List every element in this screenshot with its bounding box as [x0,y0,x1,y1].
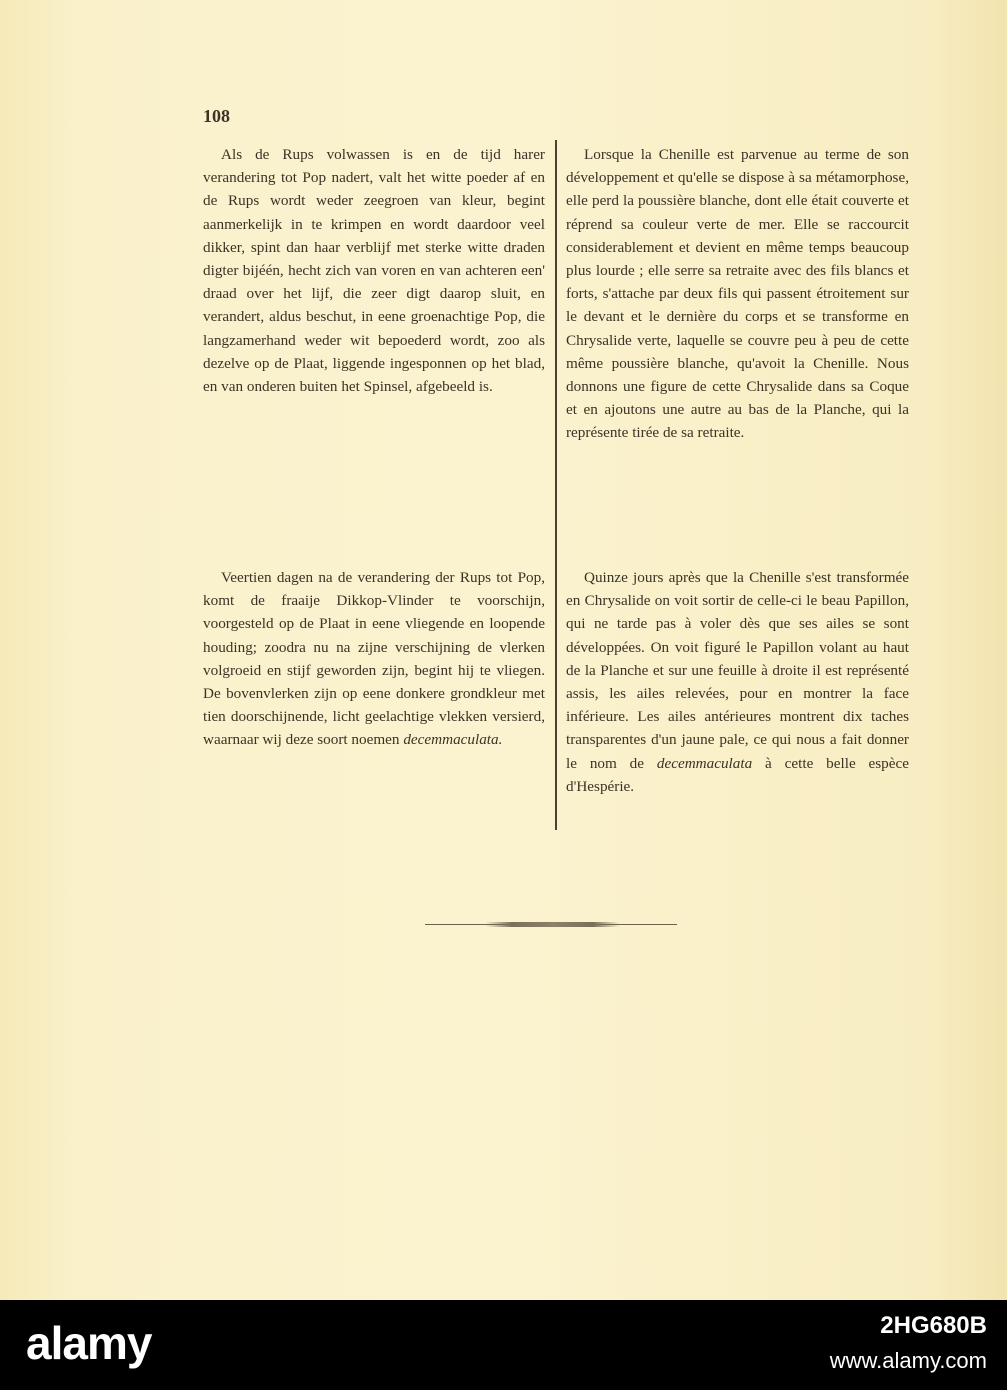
site-url: www.alamy.com [829,1348,987,1373]
french-column-paragraph-1 [566,143,909,445]
french-paragraph-2-text: Quinze jours après que la Chenille s'est transformée en Chrysalide on voit sortir de celle-ci le beau Papillon, qui ne tarde pas à voler dès que ses ailes se sont développées. On voit figuré le Papillon volant au haut de la Planche et sur une feuille à droite il est représenté assis, les ailes relevées, pour en montrer la face inférieure. Les ailes antérieures montrent dix taches transparentes d'un jaune pale, ce qui nous a fait donner le nom de [566,569,909,772]
dutch-column-paragraph-1 [203,143,545,398]
french-paragraph-1: Lorsque la Chenille est parvenue au terme de son développement et qu'elle se dispose à sa métamorphose, elle perd la poussière blanche, dont elle était couverte et réprend sa couleur verte de mer. Elle se raccourcit considerablement et devient en même temps beaucoup plus lourde ; elle serre sa retraite avec des fils blancs et forts, s'attache par deux fils qui passent étroitement sur le devant et le dernière du corps et se transforme en Chrysalide verte, laquelle se couvre peu à peu de cette même poussière blanche, qu'avoit la Chenille. Nous donnons une figure de cette Chrysalide dans sa Coque et en ajoutons une autre au bas de la Planche, qui la représente tirée de sa retraite. [566,146,909,442]
dutch-column-paragraph-2 [203,566,545,752]
ornament-rule [485,922,620,927]
brand-logo: alamy [26,1317,152,1369]
image-id: 2HG680B [880,1312,987,1339]
french-paragraph-2 [566,566,909,798]
dutch-species-name: decemmaculata. [403,731,503,749]
section-ornament-divider [425,922,677,927]
french-column-paragraph-2 [566,566,909,798]
french-paragraph-2-end: à cette belle espèce d'Hespérie. [566,754,910,795]
column-divider [555,140,557,830]
page-number: 108 [203,106,230,126]
dutch-paragraph-2 [203,566,545,752]
french-species-name: decemmaculata [656,754,753,772]
stock-footer-bar [0,1300,1007,1390]
dutch-paragraph-2-text: Veertien dagen na de verandering der Rups tot Pop, komt de fraaije Dikkop-Vlinder te voorschijn, voorgesteld op de Plaat in eene vliegende en loopende houding; zoodra nu na zijne verschijning de vlerken volgroeid en stijf geworden zijn, begint hij te vliegen. De bovenvlerken zijn op eene donkere grondkleur met tien doorschijnende, licht geelachtige vlekken versierd, waarnaar wij deze soort noemen [203,569,545,749]
dutch-paragraph-1: Als de Rups volwassen is en de tijd harer verandering tot Pop nadert, valt het witte poeder af en de Rups wordt weder zeegroen van kleur, begint aanmerkelijk in te krimpen en wordt daardoor veel dikker, spint dan haar verblijf met sterke witte draden digter bijéén, hecht zich van voren en van achteren een' draad over het lijf, die zeer digt daarop sluit, en verandert, aldus beschut, in eene groenachtige Pop, die langzamerhand weder wit bepoederd wordt, zoo als dezelve op de Plaat, liggende ingesponnen op het blad, en van onderen buiten het Spinsel, afgebeeld is. [203,146,545,396]
